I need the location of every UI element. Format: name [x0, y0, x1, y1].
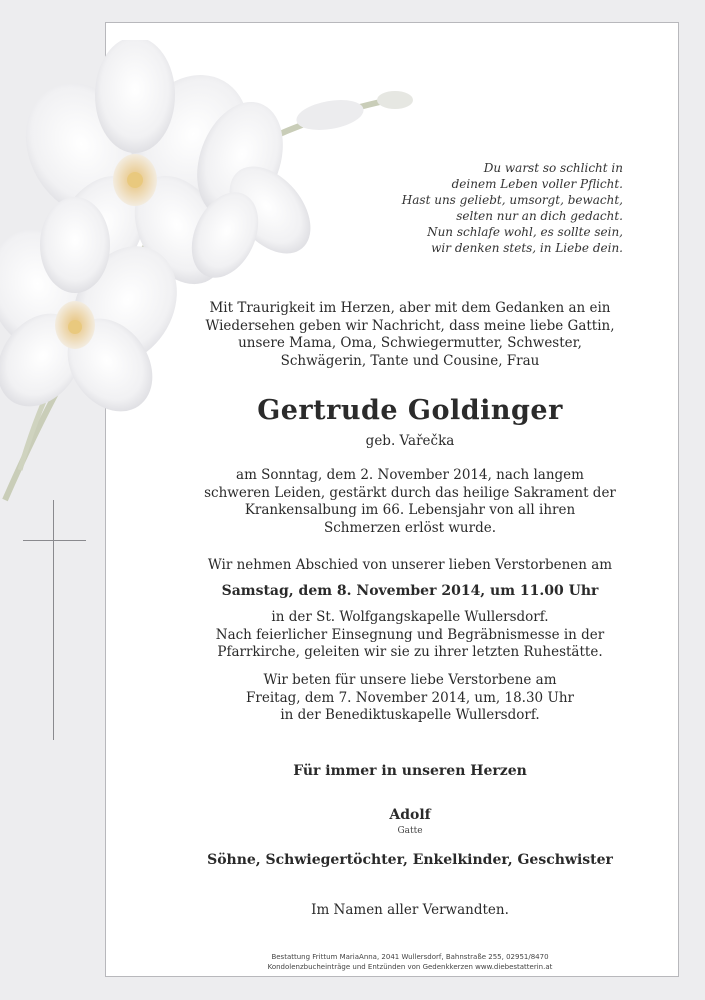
prayer-notice: [200, 672, 620, 725]
place-line: Nach feierlicher Einsegnung und Begräbnismesse in der: [215, 626, 605, 643]
cross-horizontal-line: [23, 540, 86, 541]
memory-line: Für immer in unseren Herzen: [293, 763, 527, 779]
poem: [363, 160, 623, 256]
poem-line: deinem Leben voller Pflicht.: [451, 177, 623, 191]
deceased-name: Gertrude Goldinger: [257, 395, 563, 426]
farewell-text: Wir nehmen Abschied von unserer lieben Verstorbenen am: [207, 557, 613, 573]
death-line: Schmerzen erlöst wurde.: [324, 519, 496, 536]
place-line: in der St. Wolfgangskapelle Wullersdorf.: [271, 609, 549, 625]
poem-line: Nun schlafe wohl, es sollte sein,: [427, 225, 623, 239]
spouse-name: Adolf: [389, 807, 431, 823]
prayer-line: Wir beten für unsere liebe Verstorbene am: [263, 672, 557, 688]
family-members: Söhne, Schwiegertöchter, Enkelkinder, Geschwister: [207, 852, 613, 868]
footer-line: Kondolenzbucheinträge und Entzünden von Gedenkkerzen www.diebestatterin.at: [267, 963, 553, 971]
maiden-name: geb. Vařečka: [365, 433, 455, 449]
prayer-line: in der Benediktuskapelle Wullersdorf.: [280, 707, 540, 723]
death-line: schweren Leiden, gestärkt durch das heilige Sakrament der: [204, 484, 616, 501]
relatives-line: Im Namen aller Verwandten.: [311, 902, 509, 918]
place-line: Pfarrkirche, geleiten wir sie zu ihrer letzten Ruhestätte.: [217, 644, 603, 660]
spouse-role: Gatte: [397, 826, 423, 836]
prayer-line: Freitag, dem 7. November 2014, um, 18.30 Uhr: [246, 689, 574, 706]
death-notice: [200, 467, 620, 537]
death-line: am Sonntag, dem 2. November 2014, nach langem: [236, 467, 584, 483]
intro-line: Wiedersehen geben wir Nachricht, dass meine liebe Gattin,: [205, 317, 615, 334]
poem-line: wir denken stets, in Liebe dein.: [431, 241, 623, 255]
intro-text: [200, 300, 620, 370]
poem-line: selten nur an dich gedacht.: [456, 209, 623, 223]
intro-line: Mit Traurigkeit im Herzen, aber mit dem Gedanken an ein: [209, 300, 611, 316]
intro-line: Schwägerin, Tante und Cousine, Frau: [280, 352, 540, 369]
poem-line: Du warst so schlicht in: [483, 161, 623, 175]
cross-vertical-line: [53, 500, 54, 740]
intro-line: unsere Mama, Oma, Schwiegermutter, Schwester,: [238, 335, 582, 351]
death-line: Krankensalbung im 66. Lebensjahr von all ihren: [244, 502, 576, 518]
funeral-date: Samstag, dem 8. November 2014, um 11.00 Uhr: [221, 583, 599, 599]
poem-line: Hast uns geliebt, umsorgt, bewacht,: [401, 193, 623, 207]
funeral-home-footer: [200, 952, 620, 972]
footer-line: Bestattung Frittum MariaAnna, 2041 Wullersdorf, Bahnstraße 255, 02951/8470: [271, 953, 549, 961]
funeral-place: [200, 609, 620, 662]
